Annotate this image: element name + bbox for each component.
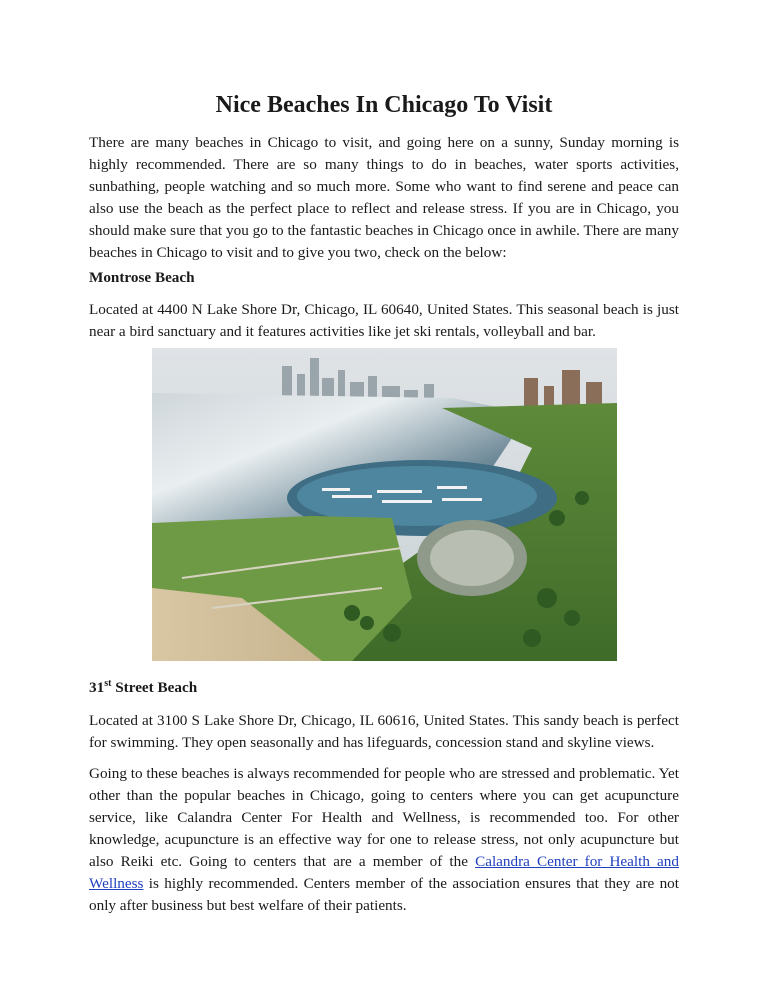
closing-text-before-link: Going to these beaches is always recommended for people who are stressed and problematic. Yet other than the popular beaches in Chicago, going to centers where you can get acupuncture service, like Calandra Center For Health and Wellness, is recommended too. For other knowledge, acupuncture is an effective way for one to release stress, not only acupuncture but also Reiki etc. Going to centers that are a member of the [89, 765, 679, 870]
closing-text-after-link: is highly recommended. Centers member of the association ensures that they are not only after business but best welfare of their patients. [89, 875, 679, 914]
beach-aerial-photo [152, 348, 617, 661]
section-heading-montrose: Montrose Beach [89, 269, 195, 286]
calandra-center-link[interactable]: Calandra Center for Health and Wellness [89, 853, 679, 892]
closing-paragraph [89, 763, 679, 917]
montrose-paragraph: Located at 4400 N Lake Shore Dr, Chicago, IL 60640, United States. This seasonal beach is just near a bird sanctuary and it features activities like jet ski rentals, volleyball and bar. [89, 301, 679, 340]
page-title: Nice Beaches In Chicago To Visit [215, 92, 553, 118]
31st-street-paragraph: Located at 3100 S Lake Shore Dr, Chicago, IL 60616, United States. This sandy beach is perfect for swimming. They open seasonally and has lifeguards, concession stand and skyline views. [89, 712, 679, 751]
heading-number: 31 [89, 679, 105, 696]
section-heading-31st-street [89, 678, 197, 698]
heading-ordinal-suffix: st [104, 677, 112, 689]
intro-paragraph: There are many beaches in Chicago to visit, and going here on a sunny, Sunday morning is highly recommended. There are so many things to do in beaches, water sports activities, sunbathing, people watching and so much more. Some who want to find serene and peace can also use the beach as the perfect place to reflect and release stress. If you are in Chicago, you should make sure that you go to the fantastic beaches in Chicago once in awhile. There are many beaches in Chicago to visit and to give you two, check on the below: [89, 134, 679, 261]
heading-rest: Street Beach [111, 679, 198, 696]
